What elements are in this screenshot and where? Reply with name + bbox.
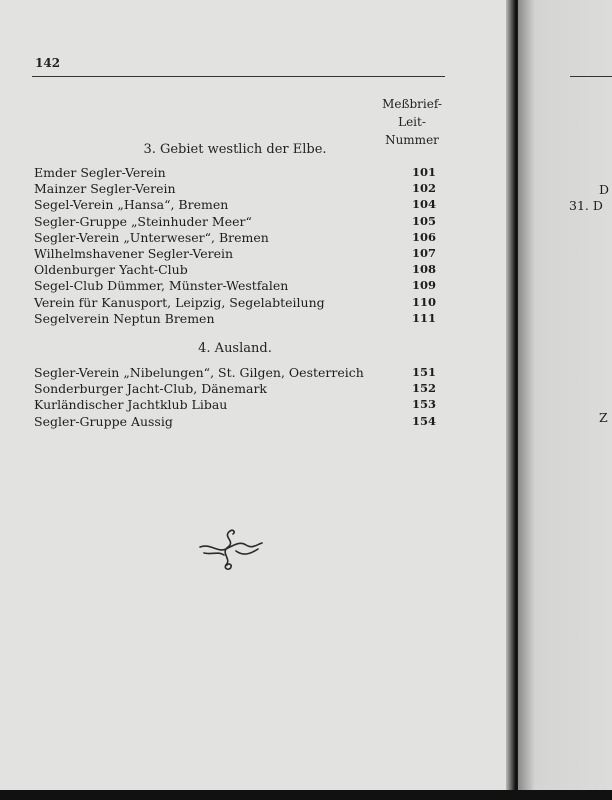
column-header-line-3: Nummer [385, 133, 439, 147]
right-page-text-2: 31. D [569, 198, 603, 213]
list-item [34, 181, 444, 197]
club-name: Segelverein Neptun Bremen [34, 310, 215, 326]
list-item [34, 278, 444, 294]
club-name: Sonderburger Jacht-Club, Dänemark [34, 381, 267, 397]
club-number: 153 [411, 397, 436, 412]
club-number: 106 [411, 229, 436, 244]
list-item [34, 295, 444, 311]
section-3-list [34, 165, 444, 327]
club-name: Segler-Gruppe „Steinhuder Meer“ [34, 213, 252, 229]
club-name: Wilhelmshavener Segler-Verein [34, 245, 234, 261]
decorative-flourish-icon [196, 527, 266, 573]
list-item [34, 365, 444, 381]
club-number: 105 [411, 213, 436, 228]
club-number: 151 [411, 365, 436, 379]
club-name: Emder Segler-Verein [34, 165, 166, 180]
right-page-header-rule [570, 76, 612, 77]
page-number: 142 [35, 56, 61, 70]
list-item [34, 230, 444, 246]
list-item [34, 414, 444, 430]
bottom-edge [0, 790, 612, 800]
club-number: 108 [411, 262, 436, 277]
list-item [34, 311, 444, 327]
club-name: Segel-Club Dümmer, Münster-Westfalen [34, 278, 289, 294]
club-number: 111 [411, 310, 436, 325]
right-page-text-3: Z [599, 410, 608, 425]
club-number: 102 [411, 181, 436, 196]
column-header-line-2: Leit- [398, 115, 426, 129]
list-item [34, 381, 444, 397]
club-number: 152 [411, 381, 436, 396]
list-item [34, 165, 444, 181]
club-number: 101 [411, 165, 436, 179]
club-number: 154 [411, 413, 436, 428]
club-name: Verein für Kanusport, Leipzig, Segelabteilung [34, 294, 325, 310]
club-name: Segel-Verein „Hansa“, Bremen [34, 197, 229, 213]
list-item [34, 197, 444, 213]
section-4-list [34, 365, 444, 430]
list-item [34, 246, 444, 262]
club-name: Mainzer Segler-Verein [34, 181, 176, 197]
list-item [34, 214, 444, 230]
header-rule [32, 76, 445, 77]
column-header [372, 95, 452, 149]
section-3-title: 3. Gebiet westlich der Elbe. [143, 142, 327, 157]
club-number: 109 [411, 278, 436, 293]
column-header-line-1: Meßbrief- [382, 97, 442, 111]
club-name: Kurländischer Jachtklub Libau [34, 397, 228, 413]
club-name: Segler-Verein „Unterweser“, Bremen [34, 229, 269, 245]
club-number: 104 [411, 197, 436, 212]
right-page [518, 0, 612, 800]
club-number: 110 [411, 294, 436, 309]
section-4-title: 4. Ausland. [198, 341, 272, 356]
club-name: Oldenburger Yacht-Club [34, 262, 188, 278]
list-item [34, 262, 444, 278]
right-page-text-1: D [599, 182, 610, 197]
club-name: Segler-Verein „Nibelungen“, St. Gilgen, Oesterreich [34, 365, 364, 380]
club-number: 107 [411, 245, 436, 260]
list-item [34, 397, 444, 413]
club-name: Segler-Gruppe Aussig [34, 413, 173, 429]
